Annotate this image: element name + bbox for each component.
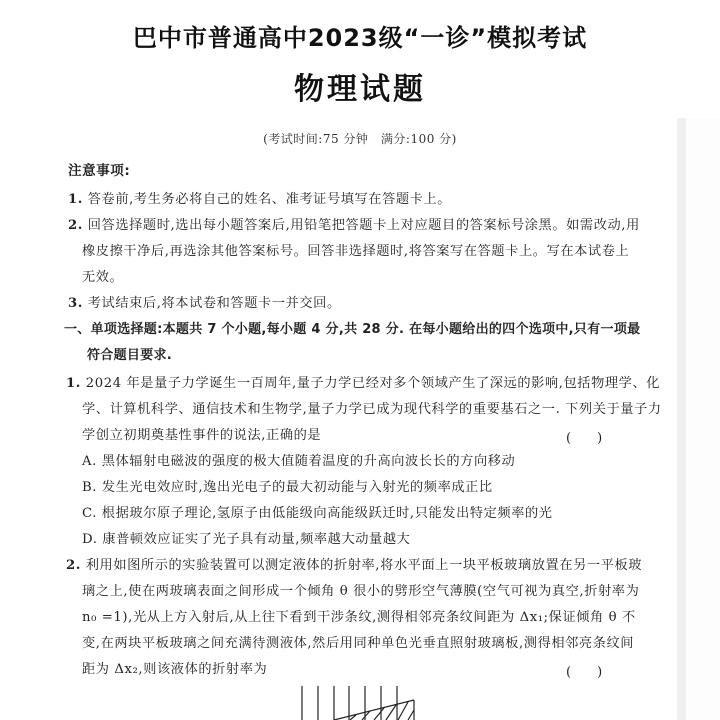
option-a: A. 黑体辐射电磁波的强度的极大值随着温度的升高向波长长的方向移动: [82, 454, 516, 469]
notice-text: 橡皮擦干净后,再选涂其他答案标号。回答非选择题时,将答案写在答题卡上。写在本试卷上: [82, 244, 630, 259]
question-1: [66, 376, 660, 392]
wedge-film-diagram: [290, 680, 430, 720]
question-text: 2024 年是量子力学诞生一百周年,量子力学已经对多个领域产生了深远的影响,包括物理学、化: [85, 376, 661, 391]
exam-info: (考试时间:75 分钟 满分:100 分): [263, 132, 457, 146]
notice-text: 答卷前,考生务必将自己的姓名、准考证号填写在答题卡上。: [87, 192, 452, 207]
page-edge-shadow: [677, 118, 686, 720]
question-text: 璃之上,使在两玻璃表面之间形成一个倾角 θ 很小的劈形空气薄膜(空气可视为真空,折射率为: [82, 584, 640, 599]
question-num: 2.: [66, 558, 81, 573]
question-text: 距为 Δx₂,则该液体的折射率为: [82, 662, 268, 677]
exam-title: 巴中市普通高中2023级“一诊”模拟考试: [132, 24, 588, 52]
notice-item-2: [68, 218, 640, 234]
question-text: 学、计算机科学、通信技术和生物学,量子力学已成为现代科学的重要基石之一. 下列关于量子力: [82, 402, 662, 417]
question-text: 变,在两块平板玻璃之间充满待测液体,然后用同种单色光垂直照射玻璃板,测得相邻亮条纹间: [82, 636, 635, 651]
subject-title: 物理试题: [294, 72, 426, 107]
notice-heading: 注意事项:: [68, 163, 131, 179]
notice-num: 3.: [68, 296, 83, 311]
notice-text: 考试结束后,将本试卷和答题卡一并交回。: [87, 296, 341, 311]
notice-num: 1.: [68, 192, 83, 207]
page-margin: [686, 118, 720, 720]
option-c: C. 根据玻尔原子理论,氢原子由低能级向高能级跃迁时,只能发出特定频率的光: [82, 506, 553, 521]
question-2: [66, 558, 642, 574]
question-text: 利用如图所示的实验装置可以测定液体的折射率,将水平面上一块平板玻璃放置在另一平板玻: [85, 558, 643, 573]
notice-text: 回答选择题时,选出每小题答案后,用铅笔把答题卡上对应题目的答案标号涂黑。如需改动,用: [87, 218, 640, 233]
notice-item-1: [68, 192, 451, 208]
answer-blank: ( ): [566, 665, 603, 680]
answer-blank: ( ): [566, 431, 603, 446]
section-heading-cont: 符合题目要求.: [87, 348, 173, 363]
notice-text: 无效。: [82, 270, 124, 285]
section-heading: 一、单项选择题:本题共 7 个小题,每小题 4 分,共 28 分. 在每小题给出的四个选项中,只有一项最: [64, 322, 641, 337]
option-d: D. 康普顿效应证实了光子具有动量,频率越大动量越大: [82, 532, 411, 547]
notice-item-3: [68, 296, 341, 312]
question-text: n₀ =1),光从上方入射后,从上往下看到干涉条纹,测得相邻亮条纹间距为 Δx₁;保证倾角 θ 不: [82, 610, 636, 625]
notice-num: 2.: [68, 218, 83, 233]
question-num: 1.: [66, 376, 81, 391]
question-text: 学创立初期奠基性事件的说法,正确的是: [82, 428, 322, 443]
option-b: B. 发生光电效应时,逸出光电子的最大初动能与入射光的频率成正比: [82, 480, 493, 495]
